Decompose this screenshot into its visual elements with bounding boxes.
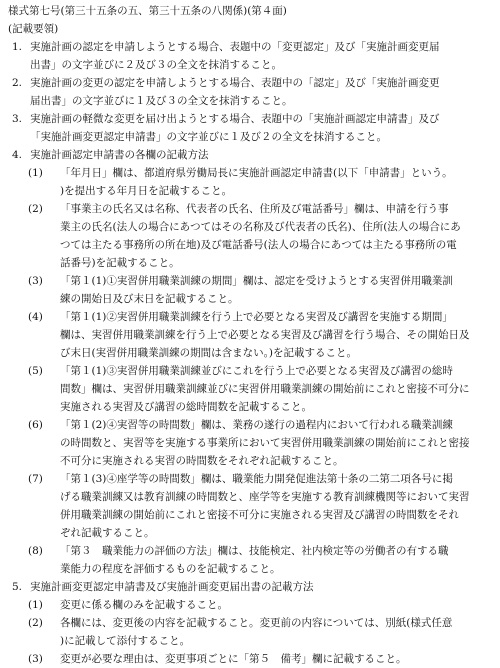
sub-instruction-item [8,164,492,200]
instruction-item [8,146,492,164]
sub-instruction-text: 間数」欄は、実習併用職業訓練並びに実習併用職業訓練の開始前にこれと密接不可分に [60,383,470,395]
sub-instruction-item [8,614,492,650]
sub-instruction-text: 欄は、実習併用職業訓練を行う上で必要となる実習及び講習を行う場合、その開始日及 [60,329,470,341]
sub-instruction-text: げる職業訓練又は教育訓練の時間数と、座学等を実施する教育訓練機関等において実習 [60,491,470,503]
instruction-text: 「実施計画変更認定申請書」の文字並びに１及び２の全文を抹消すること。 [30,131,387,143]
instruction-text: 届出書」の文字並びに１及び３の全文を抹消すること。 [30,95,293,107]
sub-instruction-number: (6) [28,419,43,431]
instruction-item [8,110,492,146]
instruction-number: 3. [12,113,23,125]
sub-instruction-item [8,470,492,542]
instruction-text: 実施計画認定申請書の各欄の記載方法 [30,149,209,161]
sub-instruction-text: 話番号)を記載すること。 [60,257,180,269]
sub-instruction-item [8,416,492,470]
instruction-number: 5. [12,581,23,593]
sub-instruction-number: (3) [28,275,43,287]
sub-instruction-text: 併用職業訓練の開始前にこれと密接不可分に実施される実習及び講習の時間数をそれ [60,509,459,521]
sub-instruction-number: (2) [28,203,43,215]
instruction-text: 実施計画変更認定申請書及び実施計画変更届出書の記載方法 [30,581,314,593]
sub-instruction-text: 「第１(1)①実習併用職業訓練の期間」欄は、認定を受けようとする実習併用職業訓 [60,275,453,287]
sub-instruction-text: 不可分に実施される実習の時間数をそれぞれ記載すること。 [60,455,344,467]
sub-instruction-text: 「第１(2)④実習等の時間数」欄は、業務の遂行の過程内において行われる職業訓練 [60,419,453,431]
sub-instruction-text: び末日(実習併用職業訓練の期間は含まない。)を記載すること。 [60,347,357,359]
sub-instruction-number: (7) [28,473,43,485]
sub-instruction-item [8,650,492,668]
sub-instruction-text: 「年月日」欄は、都道府県労働局長に実施計画認定申請書(以下「申請書」という。 [60,167,453,179]
sub-instruction-text: 変更が必要な理由は、変更事項ごとに「第５ 備考」欄に記載すること。 [60,653,407,665]
sub-instruction-text: 各欄には、変更後の内容を記載すること。変更前の内容については、別紙(様式任意 [60,617,453,629]
sub-instruction-number: (1) [28,599,43,611]
instruction-number: 2. [12,77,23,89]
sub-instruction-number: (3) [28,653,43,665]
instruction-item [8,578,492,596]
sub-instruction-text: 実施される実習及び講習の総時間数を記載すること。 [60,401,312,413]
instruction-list [8,38,492,668]
instruction-item [8,38,492,74]
sub-instruction-item [8,362,492,416]
instruction-text: 実施計画の変更の認定を申請しようとする場合、表題中の「認定」及び「実施計画変更 [30,77,440,89]
instruction-number: 1. [12,41,23,53]
sub-instruction-text: 「事業主の氏名又は名称、代表者の氏名、住所及び電話番号」欄は、申請を行う事 [60,203,449,215]
sub-instruction-item [8,542,492,578]
sub-instruction-text: の時間数と、実習等を実施する事業所において実習併用職業訓練の開始前にこれと密接 [60,437,470,449]
sub-instruction-text: )を提出する年月日を記載すること。 [60,185,233,197]
sub-instruction-number: (1) [28,167,43,179]
sub-instruction-text: 「第３ 職業能力の評価の方法」欄は、技能検定、社内検定等の労働者の有する職 [60,545,449,557]
instruction-text: 実施計画の軽微な変更を届け出ようとする場合、表題中の「実施計画認定申請書」及び [30,113,440,125]
instruction-number: 4. [12,149,23,161]
sub-instruction-item [8,272,492,308]
sub-instruction-text: 練の開始日及び末日を記載すること。 [60,293,239,305]
sub-instruction-text: 業能力の程度を評価するものを記載すること。 [60,563,281,575]
instruction-text: 実施計画の認定を申請しようとする場合、表題中の「変更認定」及び「実施計画変更届 [30,41,440,53]
sub-instruction-item [8,308,492,362]
sub-instruction-text: ぞれ記載すること。 [60,527,155,539]
form-title: 様式第七号(第三十五条の五、第三十五条の八関係)(第４面) [8,5,287,17]
sub-instruction-item [8,200,492,272]
sub-instruction-number: (2) [28,617,43,629]
sub-instruction-text: 「第１(1)③実習併用職業訓練並びにこれを行う上で必要となる実習及び講習の総時 [60,365,453,377]
sub-instruction-text: 「第１(1)②実習併用職業訓練を行う上で必要となる実習及び講習を実施する期間」 [60,311,453,323]
section-heading: (記載要領) [8,23,59,35]
sub-instruction-text: 「第１(3)④座学等の時間数」欄は、職業能力開発促進法第十条の二第二項各号に掲 [60,473,453,485]
instruction-item [8,74,492,110]
sub-instruction-text: 業主の氏名(法人の場合にあつてはその名称及び代表者の氏名)、住所(法人の場合にあ [60,221,461,233]
sub-instruction-text: つては主たる事務所の所在地)及び電話番号(法人の場合にあつては主たる事務所の電 [60,239,457,251]
sub-instruction-text: )に記載して添付すること。 [60,635,191,647]
sub-instruction-text: 変更に係る欄のみを記載すること。 [60,599,228,611]
sub-instruction-item [8,596,492,614]
sub-instruction-number: (8) [28,545,43,557]
instruction-text: 出書」の文字並びに２及び３の全文を抹消すること。 [30,59,282,71]
sub-instruction-number: (5) [28,365,43,377]
sub-instruction-number: (4) [28,311,43,323]
